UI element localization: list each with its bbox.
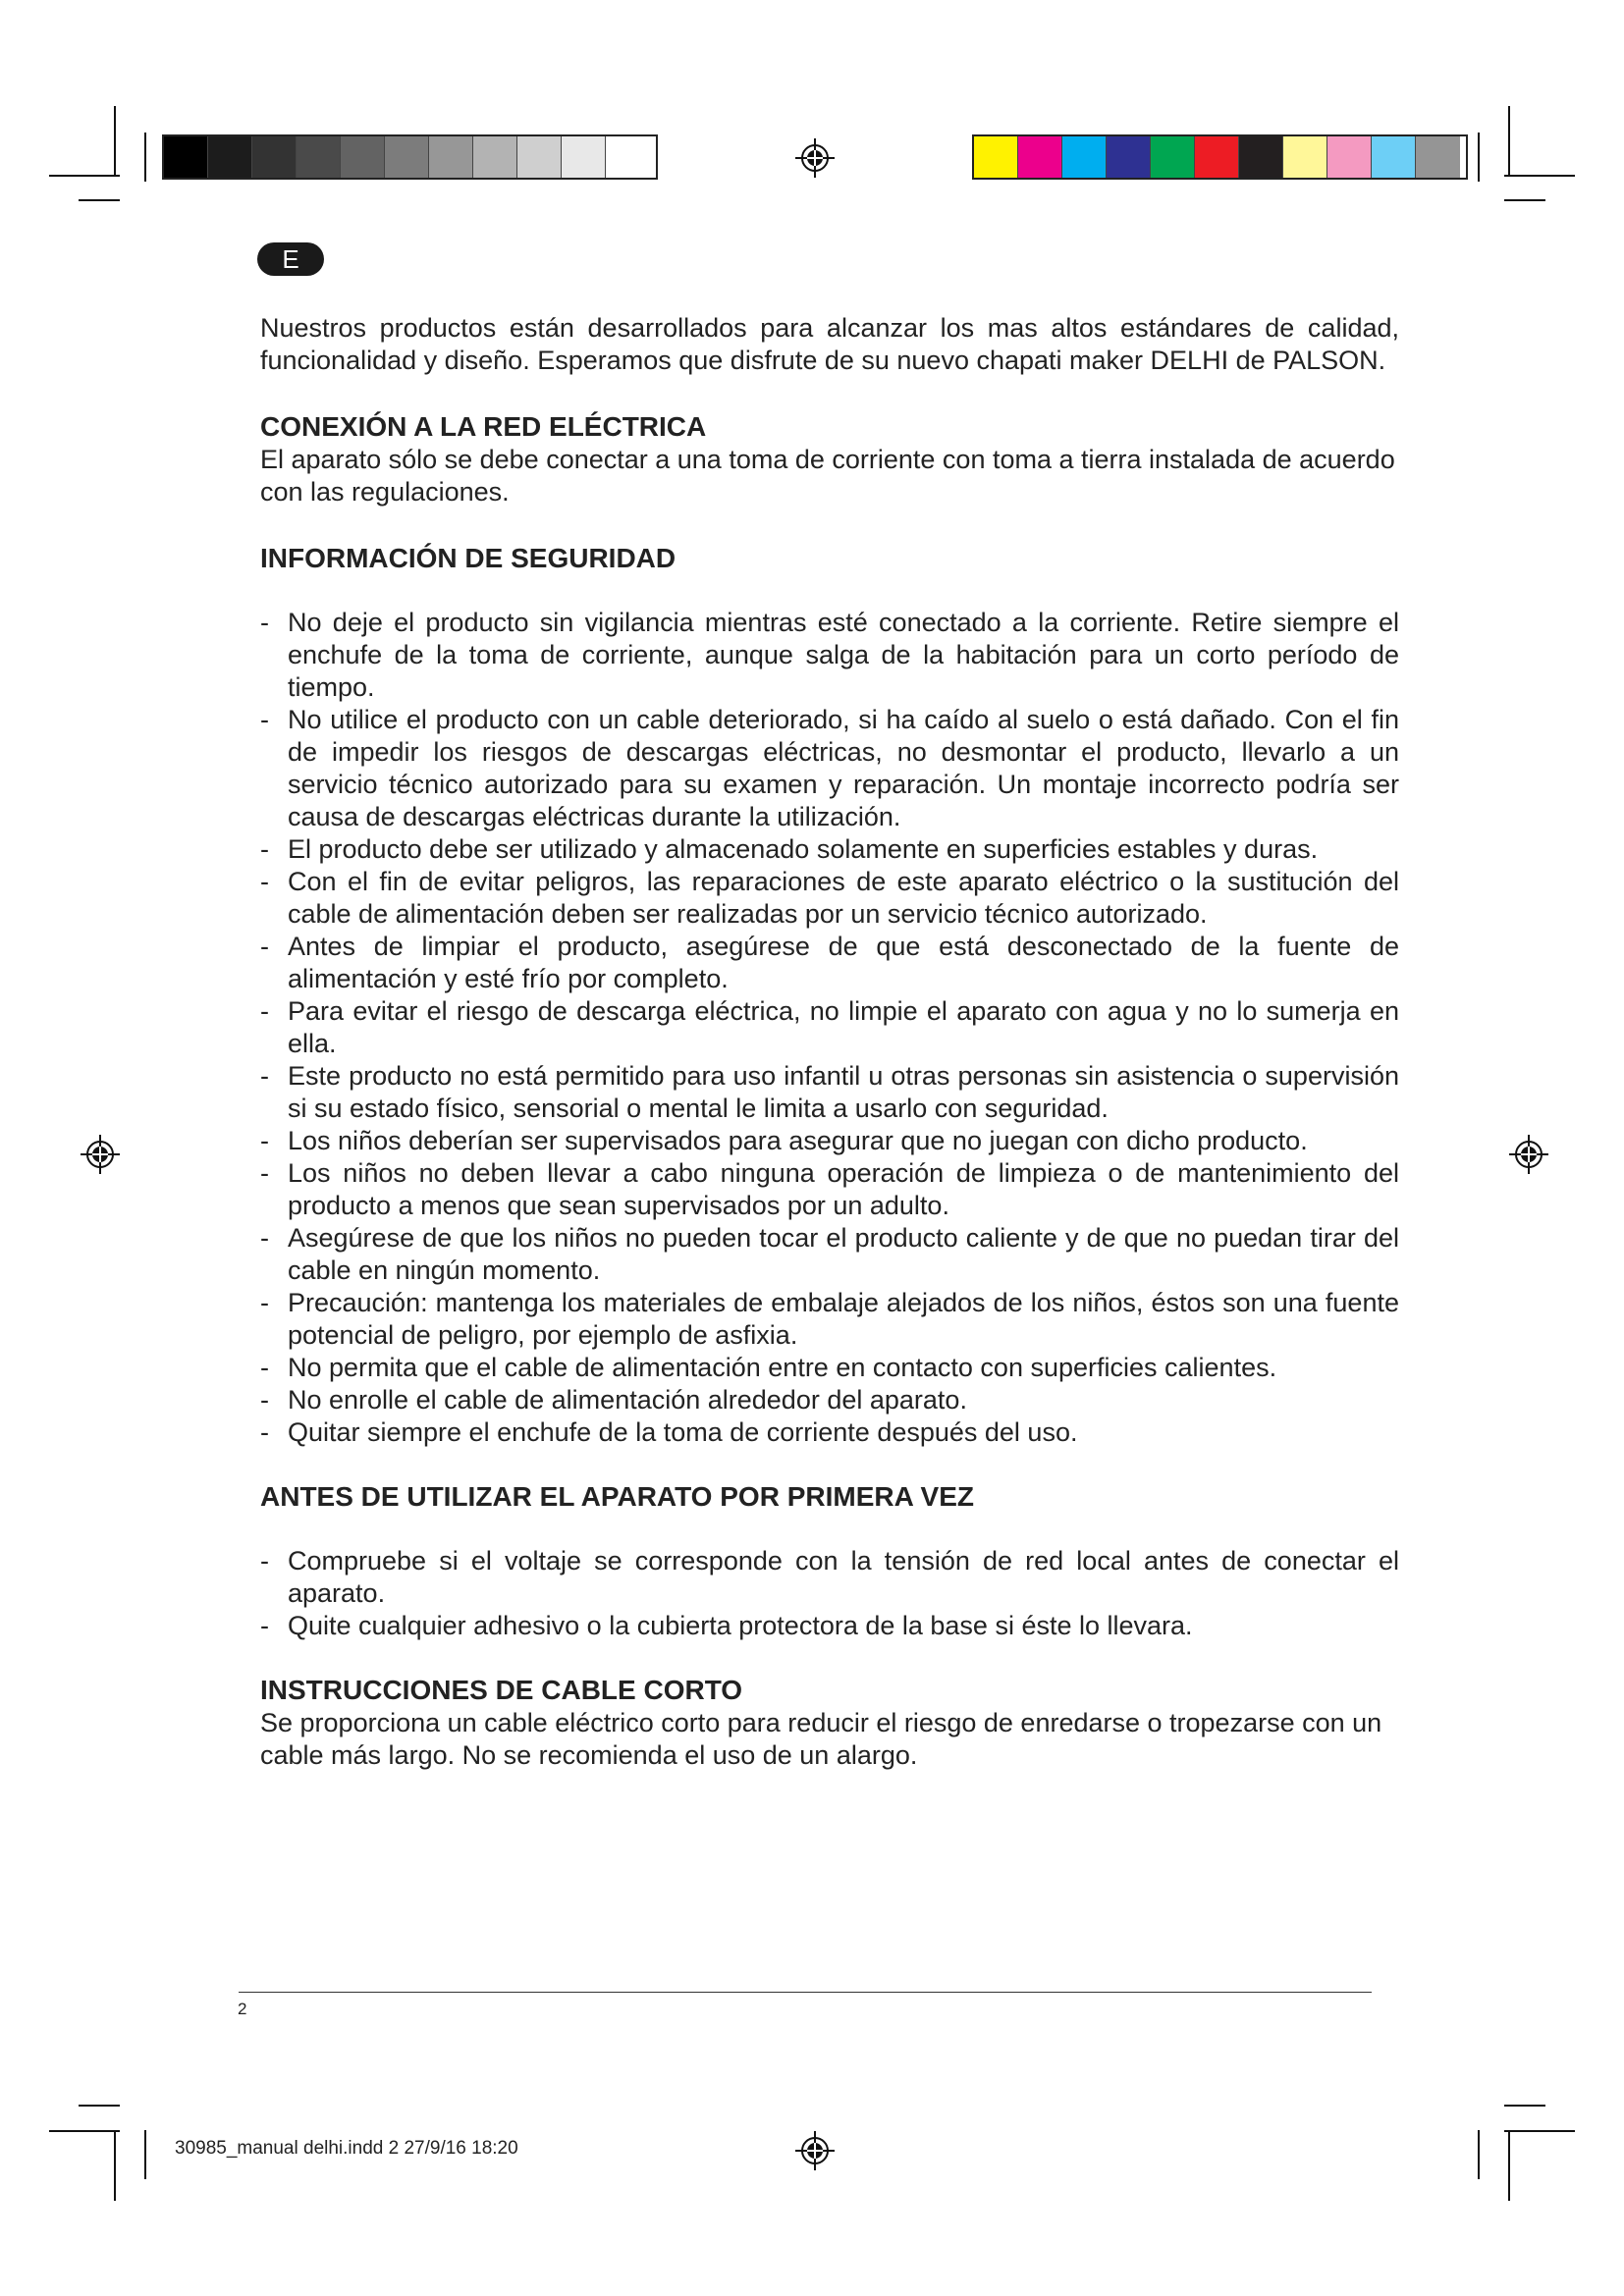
list-item: - Compruebe si el voltaje se corresponde con la tensión de red local antes de conectar el aparato. — [260, 1545, 1399, 1610]
crop-mark — [1508, 106, 1510, 177]
list-item: - Los niños no deben llevar a cabo ninguna operación de limpieza o de mantenimiento del producto a menos que sean supervisados por un adulto. — [260, 1157, 1399, 1222]
list-item: - Con el fin de evitar peligros, las reparaciones de este aparato eléctrico o la sustitución del cable de alimentación deben ser realizadas por un servicio técnico autorizado. — [260, 866, 1399, 931]
language-badge: E — [257, 242, 324, 276]
power-connection-text: El aparato sólo se debe conectar a una toma de corriente con toma a tierra instalada de acuerdo con las regulaciones. — [260, 445, 1395, 507]
crop-mark — [114, 2130, 116, 2201]
color-swatch — [1107, 136, 1151, 178]
section-heading-short-cable: INSTRUCCIONES DE CABLE CORTO — [260, 1675, 743, 1705]
crop-mark — [1478, 133, 1480, 182]
section-heading-first-use: ANTES DE UTILIZAR EL APARATO POR PRIMERA VEZ — [260, 1481, 975, 1512]
color-swatch — [1018, 136, 1062, 178]
color-swatch — [1372, 136, 1416, 178]
crop-mark — [144, 2130, 146, 2179]
registration-mark-icon — [793, 136, 837, 180]
list-item: - Quite cualquier adhesivo o la cubierta protectora de la base si éste lo llevara. — [260, 1610, 1399, 1642]
crop-mark — [49, 2130, 120, 2132]
registration-mark-icon — [793, 2129, 837, 2172]
print-slug: 30985_manual delhi.indd 2 27/9/16 18:20 — [175, 2138, 518, 2159]
crop-mark — [49, 175, 120, 177]
crop-mark — [144, 133, 146, 182]
list-item: - Precaución: mantenga los materiales de embalaje alejados de los niños, éstos son una fuente potencial de peligro, por ejemplo de asfixia. — [260, 1287, 1399, 1352]
safety-list — [260, 607, 1399, 1449]
list-item: - Quitar siempre el enchufe de la toma de corriente después del uso. — [260, 1416, 1399, 1449]
color-swatch — [1416, 136, 1460, 178]
color-swatch — [1151, 136, 1195, 178]
crop-mark — [79, 199, 120, 201]
color-swatch — [429, 136, 473, 178]
list-item: - No permita que el cable de alimentación entre en contacto con superficies calientes. — [260, 1352, 1399, 1384]
color-swatch — [473, 136, 517, 178]
crop-mark — [1504, 2130, 1575, 2132]
color-calibration-bar — [972, 134, 1468, 180]
list-item: - Los niños deberían ser supervisados para asegurar que no juegan con dicho producto. — [260, 1125, 1399, 1157]
page-number: 2 — [238, 2000, 247, 2018]
section-heading-safety: INFORMACIÓN DE SEGURIDAD — [260, 543, 677, 573]
list-item: - Este producto no está permitido para uso infantil u otras personas sin asistencia o supervisión si su estado físico, sensorial o mental le limita a usarlo con seguridad. — [260, 1060, 1399, 1125]
color-swatch — [974, 136, 1018, 178]
crop-mark — [1504, 175, 1575, 177]
registration-mark-icon — [1507, 1133, 1550, 1176]
color-swatch — [517, 136, 562, 178]
color-swatch — [1062, 136, 1107, 178]
footer-divider — [239, 1992, 1372, 1993]
color-swatch — [1195, 136, 1239, 178]
first-use-list — [260, 1545, 1399, 1642]
intro-paragraph: Nuestros productos están desarrollados para alcanzar los mas altos estándares de calidad, funcionalidad y diseño. Esperamos que disfrute de su nuevo chapati maker DELHI de PALSON. — [260, 313, 1399, 375]
color-swatch — [385, 136, 429, 178]
color-swatch — [1327, 136, 1372, 178]
registration-mark-icon — [79, 1133, 122, 1176]
short-cable-text: Se proporciona un cable eléctrico corto para reducir el riesgo de enredarse o tropezarse con un cable más largo. No se recomienda el uso de un alargo. — [260, 1708, 1382, 1770]
list-item: - Para evitar el riesgo de descarga eléctrica, no limpie el aparato con agua y no lo sumerja en ella. — [260, 995, 1399, 1060]
color-swatch — [606, 136, 650, 178]
color-swatch — [1239, 136, 1283, 178]
color-swatch — [1283, 136, 1327, 178]
color-swatch — [297, 136, 341, 178]
list-item: - No enrolle el cable de alimentación alrededor del aparato. — [260, 1384, 1399, 1416]
color-swatch — [252, 136, 297, 178]
list-item: - El producto debe ser utilizado y almacenado solamente en superficies estables y duras. — [260, 833, 1399, 866]
list-item: - No utilice el producto con un cable deteriorado, si ha caído al suelo o está dañado. Con el fin de impedir los riesgos de descargas eléctricas, no desmontar el producto, llevarlo a un servicio técnico autorizado para su examen y reparación. Un montaje incorrecto podría ser causa de descargas eléctricas durante la utilización. — [260, 704, 1399, 833]
list-item: - Asegúrese de que los niños no pueden tocar el producto caliente y de que no puedan tirar del cable en ningún momento. — [260, 1222, 1399, 1287]
list-item: - Antes de limpiar el producto, asegúrese de que está desconectado de la fuente de alimentación y esté frío por completo. — [260, 931, 1399, 995]
manual-content — [260, 312, 1399, 1772]
color-swatch — [208, 136, 252, 178]
crop-mark — [79, 2105, 120, 2107]
crop-mark — [114, 106, 116, 177]
color-swatch — [562, 136, 606, 178]
crop-mark — [1504, 2105, 1545, 2107]
color-swatch — [164, 136, 208, 178]
color-swatch — [341, 136, 385, 178]
grayscale-calibration-bar — [162, 134, 658, 180]
crop-mark — [1478, 2130, 1480, 2179]
crop-mark — [1504, 199, 1545, 201]
crop-mark — [1508, 2130, 1510, 2201]
section-heading-power-connection: CONEXIÓN A LA RED ELÉCTRICA — [260, 411, 707, 442]
list-item: - No deje el producto sin vigilancia mientras esté conectado a la corriente. Retire siempre el enchufe de la toma de corriente, aunque salga de la habitación para un corto período de tiempo. — [260, 607, 1399, 704]
